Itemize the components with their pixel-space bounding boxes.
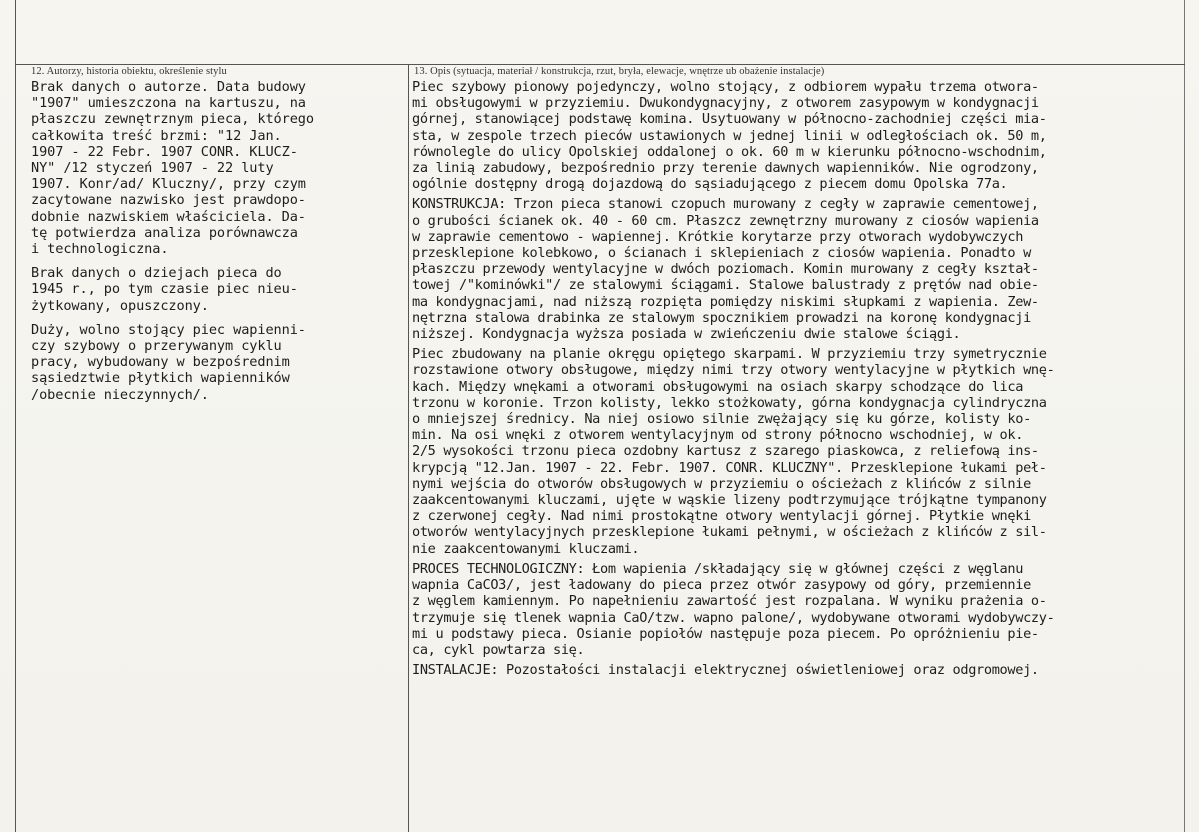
paragraph-history xyxy=(31,265,401,314)
text-line: Duży, wolno stojący piec wapienni- xyxy=(31,321,306,338)
paragraph-situation xyxy=(412,79,1182,192)
text-line: sąsiedztwie płytkich wapienników xyxy=(31,370,290,387)
text-line: towej /"kominówki"/ ze stalowymi ściągami. Stalowe balustrady z prętów nad obie- xyxy=(412,277,1039,294)
text-line: Piec szybowy pionowy pojedynczy, wolno stojący, z odbiorem wypału trzema otwora- xyxy=(412,79,1039,95)
text-line: za linią zabudowy, bezpośrednio przy terenie dawnych wapienników. Nie ogrodzony, xyxy=(412,160,1039,177)
text-line: rozstawione otwory obsługowe, między nimi trzy otwory wentylacyjne w płytkich wnę- xyxy=(412,362,1055,379)
text-line: z czerwonej cegły. Nad nimi prostokątne otwory wentylacji górnej. Płytkie wnęki xyxy=(412,508,1031,525)
text-line: KONSTRUKCJA: Trzon pieca stanowi czopuch murowany z cegły w zaprawie cementowej, xyxy=(412,196,1039,213)
text-line: trzonu w koronie. Trzon kolisty, lekko stożkowaty, górna kondygnacja cylindryczna xyxy=(412,394,1047,411)
text-line: krypcją "12.Jan. 1907 - 22. Febr. 1907. CONR. KLUCZNY". Przesklepione łukami peł- xyxy=(412,459,1047,476)
text-line: i technologiczna. xyxy=(31,241,169,258)
paragraph-installations xyxy=(412,662,1182,678)
text-line: otworów wentylacyjnych przesklepione łukami pełnymi, w ościeżach z klińców z sil- xyxy=(412,524,1047,541)
text-line: płaszczu zewnętrznym pieca, którego xyxy=(31,111,314,128)
text-line: Brak danych o dziejach pieca do xyxy=(31,265,282,282)
text-line: sta, w zespole trzech pieców ustawionych w jednej linii w odległościach ok. 50 m, xyxy=(412,127,1047,144)
text-line: górnej, stanowiącej podstawę komina. Usytuowany w północno-zachodniej części mia- xyxy=(412,111,1047,128)
text-line: pracy, wybudowany w bezpośrednim xyxy=(31,354,290,371)
text-line: ca, cykl powtarza się. xyxy=(412,641,585,658)
paragraph-authors xyxy=(31,79,401,257)
text-line: z węglem kamiennym. Po napełnieniu zawartość jest rozpalana. W wyniku prażenia o- xyxy=(412,593,1047,610)
text-line: dobnie nazwiskiem właściciela. Da- xyxy=(31,208,306,225)
text-line: tę potwierdza analiza porównawcza xyxy=(31,224,298,241)
text-line: PROCES TECHNOLOGICZNY: Łom wapienia /składający się w głównej części z węglanu xyxy=(412,560,1024,577)
right-margin-rule xyxy=(1184,0,1185,832)
text-line: 2/5 wysokości trzonu pieca ozdobny kartusz z szarego piaskowca, z reliefową ins- xyxy=(412,443,1039,460)
column-divider xyxy=(408,64,409,832)
text-line: NY" /12 styczeń 1907 - 22 luty xyxy=(31,160,274,177)
paragraph-construction xyxy=(412,196,1182,342)
text-line: ma kondygnacjami, nad niższą rozpięta pomiędzy niskimi słupkami z wapienia. Zew- xyxy=(412,293,1039,310)
text-line: zaakcentowanymi kluczami, ujęte w wąskie lizeny podtrzymujące trójkątne tympanony xyxy=(412,492,1047,509)
paragraph-style xyxy=(31,322,401,403)
text-line: nętrzna stalowa drabinka ze stalowym spocznikiem prowadzi na koronę kondygnacji xyxy=(412,309,1031,326)
text-line: całkowita treść brzmi: "12 Jan. xyxy=(31,127,282,144)
text-line: przesklepione kolebkowo, o ścianach i sklepieniach z ciosów wapienia. Ponadto w xyxy=(412,245,1031,262)
text-line: niższej. Kondygnacja wyższa posiada w zwieńczeniu dwie stalowe ściągi. xyxy=(412,326,961,343)
text-line: ogólnie dostępny drogą dojazdową do sąsiadującego z piecem domu Opolska 77a. xyxy=(412,176,1008,193)
text-line: 1907. Konr/ad/ Kluczny/, przy czym xyxy=(31,176,306,193)
text-line: żytkowany, opuszczony. xyxy=(31,297,209,314)
text-line: Brak danych o autorze. Data budowy xyxy=(31,79,306,95)
text-line: kach. Między wnękami a otworami obsługowymi na osiach skarpy schodzące do lica xyxy=(412,378,1024,395)
paragraph-process xyxy=(412,561,1182,658)
section-12-header: 12. Autorzy, historia obiektu, określenie stylu xyxy=(31,66,227,77)
text-line: płaszczu przewody wentylacyjne w dwóch poziomach. Komin murowany z cegły kształ- xyxy=(412,261,1039,278)
text-line: mi u podstawy pieca. Osianie popiołów następuje poza piecem. Po opróżnieniu pie- xyxy=(412,625,1039,642)
text-line: trzymuje się tlenek wapnia CaO/tzw. wapno palone/, wydobywane otworami wydobywczy- xyxy=(412,609,1055,626)
paragraph-form xyxy=(412,346,1182,557)
text-line: "1907" umieszczona na kartuszu, na xyxy=(31,95,306,112)
text-line: nie zaakcentowanymi kluczami. xyxy=(412,540,640,557)
text-line: 1945 r., po tym czasie piec nieu- xyxy=(31,281,298,298)
text-line: Piec zbudowany na planie okręgu opiętego skarpami. W przyziemiu trzy symetrycznie xyxy=(412,346,1047,363)
text-line: wapnia CaCO3/, jest ładowany do pieca przez otwór zasypowy od góry, przemiennie xyxy=(412,577,1031,594)
header-rule xyxy=(15,64,1185,65)
text-line: mi obsługowymi w przyziemiu. Dwukondygnacyjny, z otworem zasypowym w kondygnacji xyxy=(412,95,1039,112)
text-line: o mniejszej średnicy. Na niej osiowo silnie zwężający się ku górze, kolisty ko- xyxy=(412,411,1031,428)
text-line: równolegle do ulicy Opolskiej oddalonej o ok. 60 m w kierunku północno-wschodnim, xyxy=(412,143,1047,160)
text-line: nymi wejścia do otworów obsługowych w przyziemiu o ościeżach z klińców z silnie xyxy=(412,475,1031,492)
text-line: czy szybowy o przerywanym cyklu xyxy=(31,338,282,355)
text-line: w zaprawie cementowo - wapiennej. Krótkie korytarze przy otworach wydobywczych xyxy=(412,228,1024,245)
text-line: o grubości ścianek ok. 40 - 60 cm. Płaszcz zewnętrzny murowany z ciosów wapienia xyxy=(412,212,1039,229)
text-line: 1907 - 22 Febr. 1907 CONR. KLUCZ- xyxy=(31,143,298,160)
left-margin-rule xyxy=(15,0,16,832)
text-line: min. Na osi wnęki z otworem wentylacyjnym od strony północno wschodniej, w ok. xyxy=(412,427,1024,444)
text-line: INSTALACJE: Pozostałości instalacji elektrycznej oświetleniowej oraz odgromowej. xyxy=(412,662,1039,679)
section-13-header: 13. Opis (sytuacja, materiał / konstrukcja, rzut, bryła, elewacje, wnętrze ub obażenie instalacje) xyxy=(414,66,825,77)
text-line: zacytowane nazwisko jest prawdopo- xyxy=(31,192,306,209)
text-line: /obecnie nieczynnych/. xyxy=(31,386,209,403)
section-12-text xyxy=(31,79,401,403)
section-13-text xyxy=(412,79,1182,678)
